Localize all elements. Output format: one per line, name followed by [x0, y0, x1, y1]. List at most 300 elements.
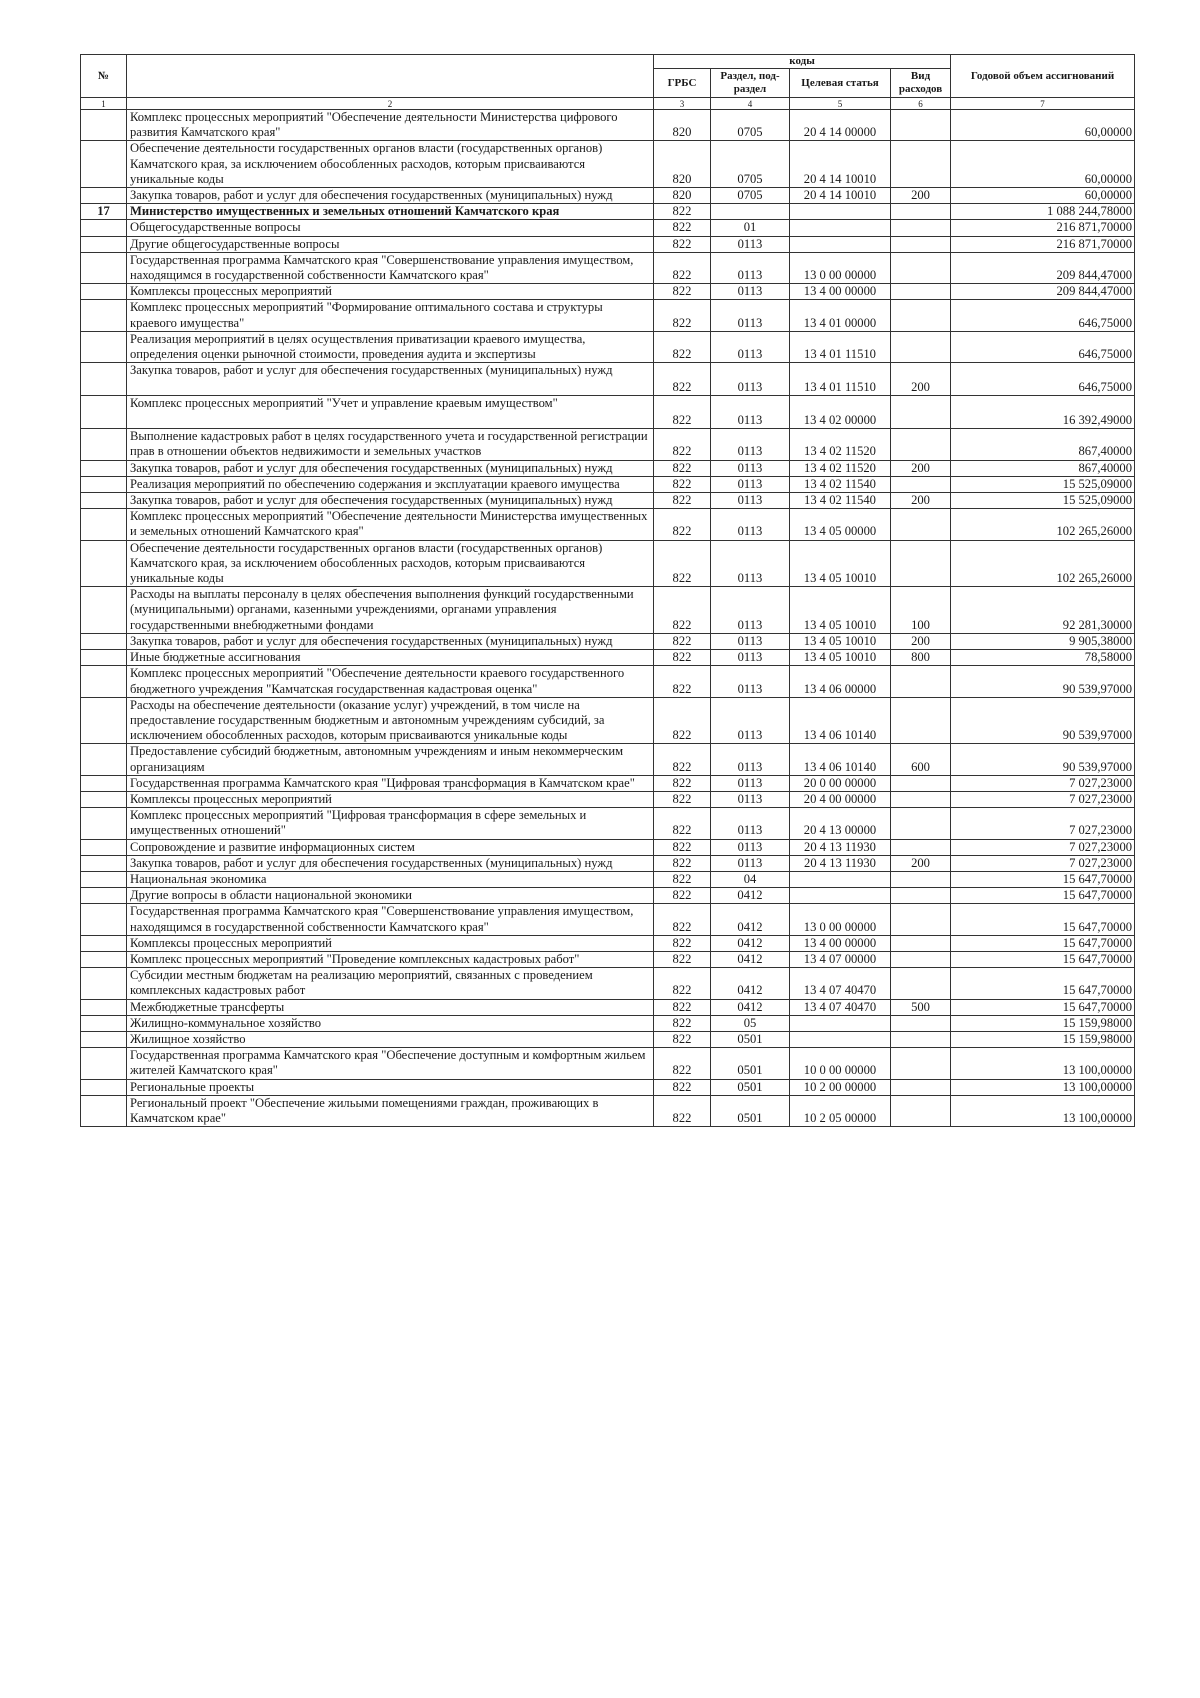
row-grbs: 822: [654, 509, 711, 540]
row-target-article: 13 4 00 00000: [790, 935, 891, 951]
row-number: [81, 775, 127, 791]
row-target-article: [790, 871, 891, 887]
table-row: [81, 188, 1135, 204]
table-row: [81, 666, 1135, 697]
row-expense-kind: [891, 429, 951, 460]
row-amount: 13 100,00000: [951, 1048, 1135, 1079]
row-target-article: [790, 1031, 891, 1047]
row-grbs: 822: [654, 220, 711, 236]
row-target-article: 20 4 00 00000: [790, 791, 891, 807]
row-number: [81, 110, 127, 141]
row-section: 0113: [711, 540, 790, 587]
row-section: 0113: [711, 808, 790, 839]
row-amount: 78,58000: [951, 650, 1135, 666]
row-amount: 646,75000: [951, 300, 1135, 331]
table-row: [81, 839, 1135, 855]
table-row: [81, 1095, 1135, 1126]
row-amount: 60,00000: [951, 188, 1135, 204]
table-row: [81, 904, 1135, 935]
row-name: Государственная программа Камчатского края "Совершенствование управления имуществом, находящимся в государственной собственности Камчатского края": [127, 252, 654, 283]
header-num-1: 1: [81, 98, 127, 110]
row-name: Комплексы процессных мероприятий: [127, 791, 654, 807]
row-expense-kind: [891, 331, 951, 362]
row-expense-kind: 200: [891, 493, 951, 509]
table-row: [81, 697, 1135, 744]
row-grbs: 822: [654, 429, 711, 460]
row-name: Комплекс процессных мероприятий "Обеспечение деятельности краевого государственного бюджетного учреждения "Камчатская государственная кадастровая оценка": [127, 666, 654, 697]
row-expense-kind: [891, 204, 951, 220]
header-target: Целевая статья: [790, 69, 891, 98]
row-grbs: 822: [654, 493, 711, 509]
row-amount: 646,75000: [951, 331, 1135, 362]
row-name: Закупка товаров, работ и услуг для обеспечения государственных (муниципальных) нужд: [127, 363, 654, 396]
row-target-article: 20 4 14 10010: [790, 141, 891, 188]
row-amount: 15 647,70000: [951, 968, 1135, 999]
row-section: 0113: [711, 791, 790, 807]
table-row: [81, 775, 1135, 791]
row-name: Расходы на обеспечение деятельности (оказание услуг) учреждений, в том числе на предоставление государственным бюджетным и автономным учреждениям субсидий, за исключением обособленных расходов, которым присваиваются уникальные коды: [127, 697, 654, 744]
table-row: [81, 460, 1135, 476]
row-amount: 867,40000: [951, 460, 1135, 476]
row-amount: 102 265,26000: [951, 509, 1135, 540]
table-row: [81, 141, 1135, 188]
row-number: [81, 284, 127, 300]
table-row: [81, 396, 1135, 429]
row-target-article: 20 0 00 00000: [790, 775, 891, 791]
row-amount: 15 647,70000: [951, 904, 1135, 935]
row-target-article: 10 0 00 00000: [790, 1048, 891, 1079]
row-target-article: 20 4 13 11930: [790, 855, 891, 871]
row-target-article: 13 4 02 11540: [790, 476, 891, 492]
table-row: [81, 429, 1135, 460]
row-section: 0113: [711, 396, 790, 429]
table-row: [81, 808, 1135, 839]
row-number: [81, 1079, 127, 1095]
row-amount: 15 647,70000: [951, 999, 1135, 1015]
row-name: Общегосударственные вопросы: [127, 220, 654, 236]
row-expense-kind: 100: [891, 587, 951, 634]
row-section: 0113: [711, 587, 790, 634]
table-row: [81, 951, 1135, 967]
row-target-article: 13 4 05 10010: [790, 587, 891, 634]
row-name: Комплекс процессных мероприятий "Обеспечение деятельности Министерства цифрового развития Камчатского края": [127, 110, 654, 141]
row-target-article: 13 4 06 10140: [790, 697, 891, 744]
row-name: Министерство имущественных и земельных отношений Камчатского края: [127, 204, 654, 220]
header-num-7: 7: [951, 98, 1135, 110]
row-number: [81, 935, 127, 951]
row-expense-kind: [891, 1015, 951, 1031]
row-number: [81, 540, 127, 587]
row-expense-kind: [891, 839, 951, 855]
budget-table: [80, 54, 1135, 1127]
table-row: [81, 855, 1135, 871]
row-target-article: 13 4 06 00000: [790, 666, 891, 697]
row-number: [81, 855, 127, 871]
row-expense-kind: [891, 1079, 951, 1095]
header-kind: Вид расходов: [891, 69, 951, 98]
table-row: [81, 633, 1135, 649]
row-name: Выполнение кадастровых работ в целях государственного учета и государственной регистрации прав в отношении объектов недвижимости и земельных участков: [127, 429, 654, 460]
row-amount: 7 027,23000: [951, 808, 1135, 839]
row-grbs: 822: [654, 540, 711, 587]
row-number: [81, 808, 127, 839]
header-no: №: [81, 55, 127, 98]
row-name: Закупка товаров, работ и услуг для обеспечения государственных (муниципальных) нужд: [127, 855, 654, 871]
row-amount: 216 871,70000: [951, 220, 1135, 236]
row-target-article: 13 4 07 00000: [790, 951, 891, 967]
row-number: [81, 951, 127, 967]
row-expense-kind: [891, 476, 951, 492]
row-amount: 13 100,00000: [951, 1079, 1135, 1095]
row-name: Комплекс процессных мероприятий "Обеспечение деятельности Министерства имущественных и земельных отношений Камчатского края": [127, 509, 654, 540]
row-section: 0113: [711, 493, 790, 509]
row-expense-kind: [891, 935, 951, 951]
row-target-article: 13 4 07 40470: [790, 968, 891, 999]
row-grbs: 822: [654, 871, 711, 887]
row-section: 0113: [711, 775, 790, 791]
row-number: [81, 363, 127, 396]
row-expense-kind: 200: [891, 633, 951, 649]
row-section: 0705: [711, 188, 790, 204]
row-number: [81, 141, 127, 188]
row-grbs: 822: [654, 650, 711, 666]
row-section: 0412: [711, 999, 790, 1015]
row-target-article: 13 4 01 00000: [790, 300, 891, 331]
row-name: Предоставление субсидий бюджетным, автономным учреждениям и иным некоммерческим организациям: [127, 744, 654, 775]
row-number: [81, 300, 127, 331]
row-number: [81, 220, 127, 236]
row-grbs: 822: [654, 633, 711, 649]
row-section: 0113: [711, 650, 790, 666]
row-expense-kind: [891, 968, 951, 999]
row-amount: 209 844,47000: [951, 252, 1135, 283]
table-row: [81, 493, 1135, 509]
row-section: 0113: [711, 460, 790, 476]
row-grbs: 822: [654, 888, 711, 904]
table-row: [81, 300, 1135, 331]
row-number: [81, 252, 127, 283]
row-section: 0412: [711, 935, 790, 951]
row-section: [711, 204, 790, 220]
row-section: 01: [711, 220, 790, 236]
row-expense-kind: [891, 666, 951, 697]
row-amount: 92 281,30000: [951, 587, 1135, 634]
row-expense-kind: [891, 871, 951, 887]
row-expense-kind: [891, 951, 951, 967]
row-name: Региональные проекты: [127, 1079, 654, 1095]
row-grbs: 822: [654, 697, 711, 744]
row-target-article: 13 4 00 00000: [790, 284, 891, 300]
row-section: 0412: [711, 951, 790, 967]
row-name: Жилищно-коммунальное хозяйство: [127, 1015, 654, 1031]
header-num-2: 2: [127, 98, 654, 110]
row-section: 05: [711, 1015, 790, 1031]
row-name: Комплекс процессных мероприятий "Цифровая трансформация в сфере земельных и имущественных отношений": [127, 808, 654, 839]
row-section: 0412: [711, 968, 790, 999]
row-section: 0113: [711, 284, 790, 300]
table-row: [81, 476, 1135, 492]
row-grbs: 822: [654, 839, 711, 855]
row-amount: 60,00000: [951, 141, 1135, 188]
row-target-article: 20 4 14 10010: [790, 188, 891, 204]
row-amount: 646,75000: [951, 363, 1135, 396]
table-row: [81, 1015, 1135, 1031]
row-target-article: 20 4 13 11930: [790, 839, 891, 855]
table-row: [81, 1048, 1135, 1079]
row-amount: 7 027,23000: [951, 775, 1135, 791]
row-target-article: 13 4 07 40470: [790, 999, 891, 1015]
row-expense-kind: [891, 236, 951, 252]
table-row: [81, 363, 1135, 396]
row-grbs: 822: [654, 363, 711, 396]
table-row: [81, 744, 1135, 775]
table-row: [81, 871, 1135, 887]
row-grbs: 822: [654, 855, 711, 871]
row-name: Другие общегосударственные вопросы: [127, 236, 654, 252]
row-name: Жилищное хозяйство: [127, 1031, 654, 1047]
row-amount: 15 159,98000: [951, 1031, 1135, 1047]
row-grbs: 822: [654, 791, 711, 807]
row-target-article: [790, 888, 891, 904]
row-expense-kind: 200: [891, 855, 951, 871]
row-name: Реализация мероприятий в целях осуществления приватизации краевого имущества, определения оценки рыночной стоимости, проведения аудита и экспертизы: [127, 331, 654, 362]
row-grbs: 822: [654, 396, 711, 429]
row-amount: 90 539,97000: [951, 666, 1135, 697]
table-row: [81, 540, 1135, 587]
row-target-article: 13 4 05 10010: [790, 540, 891, 587]
row-grbs: 822: [654, 951, 711, 967]
table-row: [81, 252, 1135, 283]
row-name: Межбюджетные трансферты: [127, 999, 654, 1015]
row-name: Обеспечение деятельности государственных органов власти (государственных органов) Камчатского края, за исключением обособленных расходов, которым присваиваются уникальные коды: [127, 540, 654, 587]
row-amount: 867,40000: [951, 429, 1135, 460]
row-target-article: 13 0 00 00000: [790, 904, 891, 935]
table-row: [81, 236, 1135, 252]
row-target-article: 13 0 00 00000: [790, 252, 891, 283]
row-target-article: 10 2 00 00000: [790, 1079, 891, 1095]
row-grbs: 822: [654, 1095, 711, 1126]
header-name: [127, 55, 654, 98]
row-number: [81, 633, 127, 649]
row-grbs: 822: [654, 587, 711, 634]
table-row: [81, 1031, 1135, 1047]
row-grbs: 822: [654, 968, 711, 999]
row-section: 0705: [711, 141, 790, 188]
table-row: [81, 935, 1135, 951]
table-row: [81, 791, 1135, 807]
row-number: [81, 650, 127, 666]
row-amount: 15 647,70000: [951, 888, 1135, 904]
row-expense-kind: [891, 808, 951, 839]
row-grbs: 822: [654, 1048, 711, 1079]
row-section: 0113: [711, 429, 790, 460]
row-target-article: [790, 236, 891, 252]
row-name: Реализация мероприятий по обеспечению содержания и эксплуатации краевого имущества: [127, 476, 654, 492]
header-grbs: ГРБС: [654, 69, 711, 98]
header-section: Раздел, под-раздел: [711, 69, 790, 98]
row-grbs: 822: [654, 666, 711, 697]
row-number: [81, 188, 127, 204]
row-amount: 102 265,26000: [951, 540, 1135, 587]
row-amount: 7 027,23000: [951, 855, 1135, 871]
row-amount: 209 844,47000: [951, 284, 1135, 300]
row-expense-kind: [891, 1095, 951, 1126]
row-name: Комплекс процессных мероприятий "Формирование оптимального состава и структуры краевого имущества": [127, 300, 654, 331]
row-target-article: 13 4 01 11510: [790, 363, 891, 396]
row-number: [81, 331, 127, 362]
table-body: [81, 110, 1135, 1127]
row-target-article: 13 4 02 00000: [790, 396, 891, 429]
row-expense-kind: 200: [891, 188, 951, 204]
table-row: [81, 1079, 1135, 1095]
row-name: Комплексы процессных мероприятий: [127, 284, 654, 300]
row-expense-kind: [891, 1031, 951, 1047]
row-section: 0113: [711, 697, 790, 744]
table-row: [81, 284, 1135, 300]
row-amount: 15 525,09000: [951, 476, 1135, 492]
row-grbs: 822: [654, 1015, 711, 1031]
row-name: Комплексы процессных мероприятий: [127, 935, 654, 951]
row-section: 0113: [711, 476, 790, 492]
row-number: [81, 587, 127, 634]
row-name: Закупка товаров, работ и услуг для обеспечения государственных (муниципальных) нужд: [127, 633, 654, 649]
row-section: 04: [711, 871, 790, 887]
row-amount: 1 088 244,78000: [951, 204, 1135, 220]
row-grbs: 822: [654, 284, 711, 300]
row-expense-kind: [891, 252, 951, 283]
row-target-article: 13 4 02 11520: [790, 460, 891, 476]
row-expense-kind: [891, 396, 951, 429]
row-number: [81, 396, 127, 429]
row-number: [81, 904, 127, 935]
row-target-article: 20 4 14 00000: [790, 110, 891, 141]
header-num-5: 5: [790, 98, 891, 110]
row-expense-kind: [891, 904, 951, 935]
row-expense-kind: [891, 697, 951, 744]
row-number: [81, 968, 127, 999]
row-target-article: [790, 1015, 891, 1031]
row-amount: 15 647,70000: [951, 951, 1135, 967]
row-target-article: 13 4 05 10010: [790, 633, 891, 649]
row-expense-kind: [891, 791, 951, 807]
row-section: 0501: [711, 1031, 790, 1047]
table-row: [81, 587, 1135, 634]
row-expense-kind: 600: [891, 744, 951, 775]
row-amount: 7 027,23000: [951, 839, 1135, 855]
row-name: Комплекс процессных мероприятий "Учет и управление краевым имуществом": [127, 396, 654, 429]
row-grbs: 820: [654, 188, 711, 204]
row-target-article: 13 4 01 11510: [790, 331, 891, 362]
row-amount: 15 647,70000: [951, 935, 1135, 951]
row-target-article: [790, 220, 891, 236]
row-expense-kind: 500: [891, 999, 951, 1015]
row-section: 0705: [711, 110, 790, 141]
row-amount: 216 871,70000: [951, 236, 1135, 252]
row-section: 0412: [711, 904, 790, 935]
row-section: 0113: [711, 331, 790, 362]
table-row: [81, 220, 1135, 236]
row-expense-kind: [891, 110, 951, 141]
row-target-article: 13 4 05 00000: [790, 509, 891, 540]
table-row: [81, 999, 1135, 1015]
row-section: 0412: [711, 888, 790, 904]
row-name: Закупка товаров, работ и услуг для обеспечения государственных (муниципальных) нужд: [127, 188, 654, 204]
budget-table-page: [80, 54, 1134, 1127]
header-num-4: 4: [711, 98, 790, 110]
row-expense-kind: [891, 284, 951, 300]
row-name: Национальная экономика: [127, 871, 654, 887]
row-amount: 9 905,38000: [951, 633, 1135, 649]
row-target-article: 13 4 02 11520: [790, 429, 891, 460]
row-name: Субсидии местным бюджетам на реализацию мероприятий, связанных с проведением комплексных кадастровых работ: [127, 968, 654, 999]
row-amount: 13 100,00000: [951, 1095, 1135, 1126]
row-name: Государственная программа Камчатского края "Цифровая трансформация в Камчатском крае": [127, 775, 654, 791]
header-num-6: 6: [891, 98, 951, 110]
row-expense-kind: [891, 141, 951, 188]
row-grbs: 822: [654, 904, 711, 935]
row-name: Закупка товаров, работ и услуг для обеспечения государственных (муниципальных) нужд: [127, 460, 654, 476]
row-number: [81, 871, 127, 887]
table-row: [81, 204, 1135, 220]
row-section: 0113: [711, 744, 790, 775]
table-row: [81, 509, 1135, 540]
row-number: [81, 666, 127, 697]
row-grbs: 822: [654, 236, 711, 252]
header-num-3: 3: [654, 98, 711, 110]
header-volume: Годовой объем ассигнований: [951, 55, 1135, 98]
row-number: [81, 888, 127, 904]
row-amount: 7 027,23000: [951, 791, 1135, 807]
row-number: [81, 1048, 127, 1079]
row-expense-kind: 800: [891, 650, 951, 666]
row-section: 0113: [711, 509, 790, 540]
row-number: [81, 236, 127, 252]
row-section: 0113: [711, 855, 790, 871]
row-number: [81, 1031, 127, 1047]
row-grbs: 822: [654, 331, 711, 362]
row-expense-kind: [891, 509, 951, 540]
row-name: Расходы на выплаты персоналу в целях обеспечения выполнения функций государственными (муниципальными) органами, казенными учреждениями, органами управления государственными внебюджетными фондами: [127, 587, 654, 634]
row-grbs: 822: [654, 1079, 711, 1095]
row-number: [81, 509, 127, 540]
row-grbs: 822: [654, 744, 711, 775]
row-number: [81, 791, 127, 807]
row-number: [81, 429, 127, 460]
table-row: [81, 650, 1135, 666]
row-amount: 60,00000: [951, 110, 1135, 141]
row-name: Сопровождение и развитие информационных систем: [127, 839, 654, 855]
row-amount: 15 647,70000: [951, 871, 1135, 887]
row-number: [81, 999, 127, 1015]
row-section: 0113: [711, 839, 790, 855]
row-grbs: 822: [654, 460, 711, 476]
row-name: Обеспечение деятельности государственных органов власти (государственных органов) Камчатского края, за исключением обособленных расходов, которым присваиваются уникальные коды: [127, 141, 654, 188]
row-number: [81, 1095, 127, 1126]
row-expense-kind: [891, 300, 951, 331]
row-section: 0113: [711, 666, 790, 697]
row-name: Государственная программа Камчатского края "Совершенствование управления имуществом, находящимся в государственной собственности Камчатского края": [127, 904, 654, 935]
row-section: 0501: [711, 1095, 790, 1126]
row-number: [81, 460, 127, 476]
row-number: [81, 744, 127, 775]
row-grbs: 822: [654, 775, 711, 791]
row-target-article: 20 4 13 00000: [790, 808, 891, 839]
row-expense-kind: [891, 775, 951, 791]
row-grbs: 822: [654, 1031, 711, 1047]
table-row: [81, 888, 1135, 904]
row-section: 0501: [711, 1048, 790, 1079]
row-target-article: 13 4 05 10010: [790, 650, 891, 666]
